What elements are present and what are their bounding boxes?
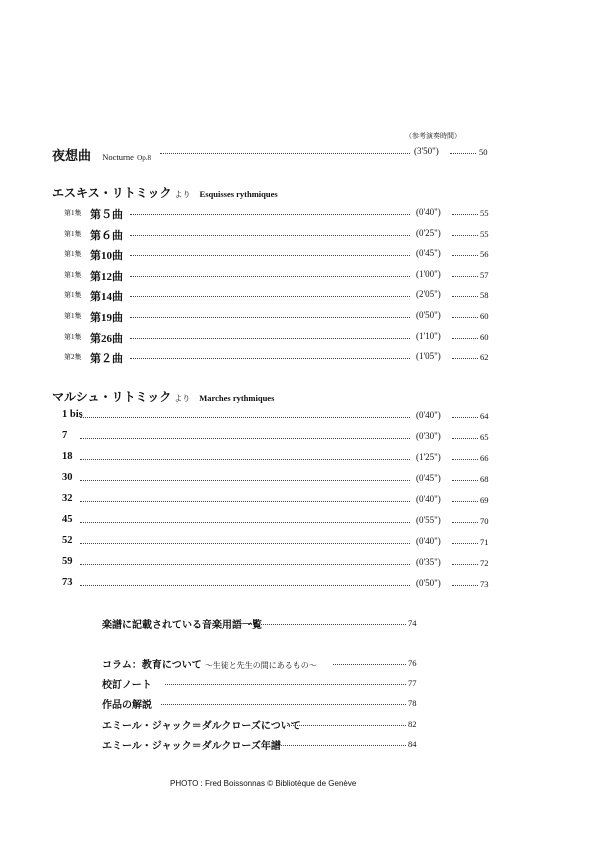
- piece-title: 第19曲: [90, 312, 123, 324]
- leader-dots: [165, 684, 406, 685]
- page-number: 78: [408, 698, 417, 708]
- march-number: 30: [62, 472, 73, 483]
- leader-dots: [161, 704, 406, 705]
- page-number: 72: [480, 558, 489, 568]
- leader-dots: [80, 417, 410, 418]
- leader-dots: [130, 255, 410, 256]
- appendix-title: [102, 717, 301, 732]
- volume-label: 第1集: [64, 209, 82, 217]
- marches-heading-jp: マルシュ・リトミック: [52, 390, 172, 404]
- page-number: 60: [480, 331, 489, 342]
- piece-title: 第10曲: [90, 250, 123, 263]
- page-number: 76: [408, 658, 417, 668]
- march-number: 52: [62, 535, 73, 546]
- volume-label: 第1集: [64, 291, 82, 300]
- piece-duration: (1'10"): [416, 330, 441, 341]
- leader-dots: [452, 358, 478, 359]
- page-number: 58: [480, 290, 489, 301]
- page-number: 68: [480, 474, 489, 484]
- leader-dots: [450, 153, 476, 154]
- march-number: 59: [62, 556, 73, 567]
- volume-label: 第1集: [64, 312, 82, 320]
- esquisses-heading-yori: より: [174, 190, 191, 199]
- page-number: 73: [480, 579, 489, 589]
- leader-dots: [80, 585, 410, 586]
- nocturne-title: 夜想曲: [52, 148, 92, 163]
- march-duration: (1'25"): [416, 452, 441, 462]
- leader-dots: [452, 459, 478, 460]
- page-number: 64: [480, 411, 489, 421]
- leader-dots: [130, 235, 410, 236]
- volume-label: 第1集: [64, 229, 82, 238]
- march-number: 73: [62, 577, 73, 588]
- leader-dots: [80, 438, 410, 439]
- esquisses-heading-fr: Esquisses rythmiques: [199, 189, 278, 199]
- page-number: 56: [480, 249, 489, 260]
- march-duration: (0'45"): [416, 473, 441, 483]
- leader-dots: [160, 153, 410, 154]
- page-number: 74: [408, 618, 417, 628]
- leader-dots: [80, 480, 410, 481]
- appendix-title-text: 校訂ノート: [102, 680, 152, 691]
- page-number: 84: [408, 739, 417, 749]
- piece-title: 第12曲: [90, 270, 123, 283]
- esquisses-heading: [52, 184, 278, 201]
- leader-dots: [130, 214, 410, 215]
- march-number: 45: [62, 514, 73, 525]
- piece-title: 第14曲: [90, 291, 123, 304]
- esquisses-heading-jp: エスキス・リトミック: [52, 186, 172, 200]
- leader-dots: [452, 438, 478, 439]
- volume-label: 第1集: [64, 332, 82, 341]
- marches-heading-fr: Marches rythmiques: [199, 393, 275, 403]
- leader-dots: [80, 459, 410, 460]
- piece-title: 第６曲: [90, 229, 123, 242]
- march-number: 1 bis: [62, 409, 83, 420]
- piece-duration: (0'25"): [416, 227, 441, 238]
- leader-dots: [452, 417, 478, 418]
- page-number: 82: [408, 719, 417, 729]
- leader-dots: [452, 522, 478, 523]
- leader-dots: [130, 358, 410, 359]
- leader-dots: [452, 296, 478, 297]
- appendix-title: [102, 616, 262, 631]
- leader-dots: [130, 276, 410, 277]
- photo-credit: PHOTO : Fred Boissonnas © Bibliotèque de Genève: [170, 779, 357, 788]
- leader-dots: [130, 296, 410, 297]
- march-duration: (0'35"): [416, 557, 441, 567]
- piece-title: 第２曲: [90, 353, 123, 366]
- nocturne-duration: (3'50"): [414, 146, 439, 156]
- piece-title: 第26曲: [90, 332, 123, 345]
- page-number: 55: [480, 228, 489, 239]
- leader-dots: [452, 480, 478, 481]
- page-number: 55: [480, 208, 489, 218]
- nocturne-subtitle: Nocturne: [102, 152, 134, 162]
- march-duration: (0'55"): [416, 515, 441, 525]
- timing-note: （参考演奏時間）: [405, 132, 461, 140]
- leader-dots: [452, 543, 478, 544]
- appendix-title-text: エミール・ジャック＝ダルクローズについて: [102, 721, 301, 732]
- march-number: 7: [62, 430, 68, 441]
- leader-dots: [452, 585, 478, 586]
- appendix-title-text: 作品の解説: [102, 700, 152, 711]
- leader-dots: [80, 501, 410, 502]
- nocturne-opus: Op.8: [137, 154, 151, 162]
- appendix-title: [102, 696, 152, 711]
- appendix-title-text: コラム：教育について: [102, 660, 202, 671]
- leader-dots: [452, 501, 478, 502]
- piece-duration: (1'05"): [416, 351, 441, 362]
- leader-dots: [273, 745, 406, 746]
- piece-duration: (2'05"): [416, 289, 441, 300]
- leader-dots: [130, 338, 410, 339]
- appendix-title-text: 楽譜に記載されている音楽用語一覧: [102, 620, 262, 631]
- leader-dots: [452, 214, 478, 215]
- leader-dots: [452, 317, 478, 318]
- leader-dots: [452, 235, 478, 236]
- volume-label: 第1集: [64, 250, 82, 259]
- piece-duration: (0'40"): [416, 207, 441, 217]
- leader-dots: [80, 564, 410, 565]
- page-number: 71: [480, 537, 489, 547]
- appendix-title: [102, 656, 317, 671]
- marches-heading: [52, 388, 274, 405]
- leader-dots: [333, 664, 406, 665]
- nocturne-page: 50: [479, 147, 488, 157]
- leader-dots: [80, 543, 410, 544]
- piece-duration: (0'45"): [416, 248, 441, 259]
- page-number: 69: [480, 495, 489, 505]
- volume-label: 第2集: [64, 353, 82, 362]
- leader-dots: [80, 522, 410, 523]
- page-number: 66: [480, 453, 489, 463]
- page-number: 57: [480, 269, 489, 280]
- page-number: 60: [480, 311, 489, 321]
- march-duration: (0'40"): [416, 410, 441, 420]
- leader-dots: [452, 276, 478, 277]
- piece-title: 第５曲: [90, 209, 123, 221]
- piece-duration: (0'50"): [416, 310, 441, 320]
- march-duration: (0'30"): [416, 431, 441, 441]
- leader-dots: [452, 564, 478, 565]
- page-number: 62: [480, 352, 489, 363]
- march-number: 18: [62, 451, 73, 462]
- leader-dots: [287, 725, 406, 726]
- piece-duration: (1'00"): [416, 268, 441, 279]
- march-duration: (0'50"): [416, 578, 441, 588]
- page-number: 70: [480, 516, 489, 526]
- volume-label: 第1集: [64, 270, 82, 279]
- appendix-subtitle: 〜生徒と先生の間にあるもの〜: [204, 661, 317, 670]
- leader-dots: [452, 338, 478, 339]
- appendix-title: [102, 676, 152, 691]
- appendix-title-text: エミール・ジャック＝ダルクローズ年譜: [102, 741, 281, 752]
- march-duration: (0'40"): [416, 536, 441, 546]
- marches-heading-yori: より: [174, 394, 191, 403]
- leader-dots: [248, 624, 406, 625]
- march-number: 32: [62, 493, 73, 504]
- appendix-title: [102, 737, 281, 752]
- leader-dots: [130, 317, 410, 318]
- march-duration: (0'40"): [416, 494, 441, 504]
- page-number: 65: [480, 432, 489, 442]
- leader-dots: [452, 255, 478, 256]
- page-number: 77: [408, 678, 417, 688]
